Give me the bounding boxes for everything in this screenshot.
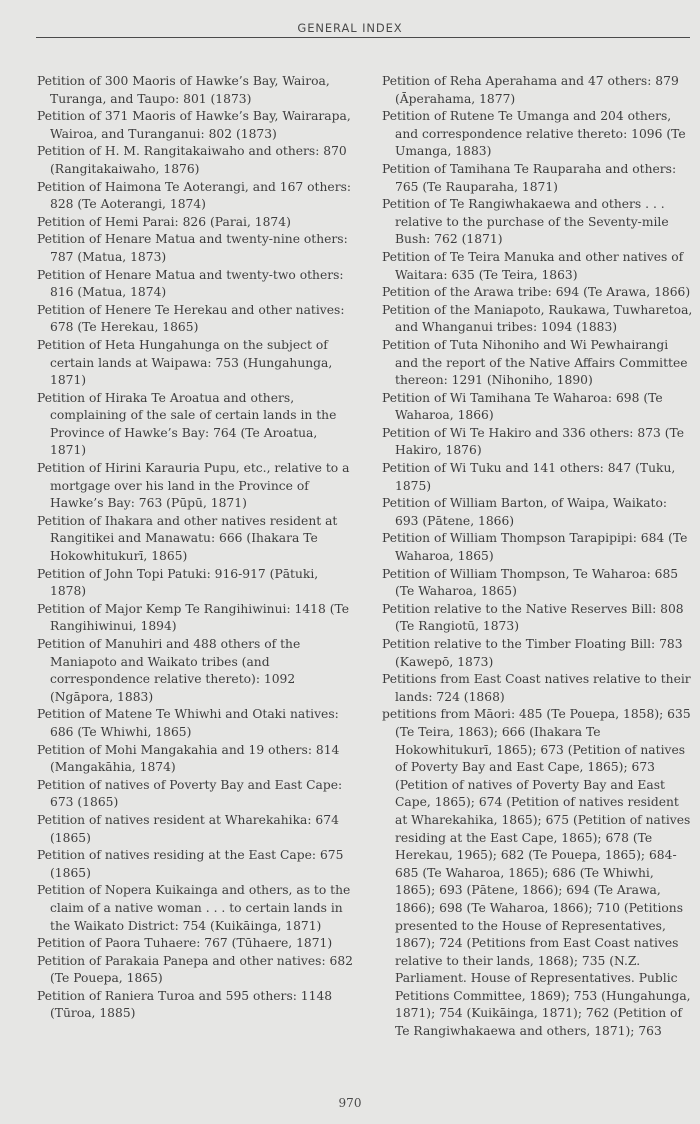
index-entry: Petition of Heta Hungahunga on the subject of certain lands at Waipawa: 753 (Hungahunga, 1871) xyxy=(37,337,333,388)
index-entry: Petition of Hirini Karauria Pupu, etc., relative to a mortgage over his land in the Province of Hawke’s Bay: 763 (Pūpū, 1871) xyxy=(37,461,350,511)
header-rule xyxy=(36,37,690,38)
index-entry: Petition relative to the Native Reserves Bill: 808 (Te Rangiotū, 1873) xyxy=(382,601,684,634)
index-entry: Petition of Te Teira Manuka and other natives of Waitara: 635 (Te Teira, 1863) xyxy=(382,249,684,282)
index-entry: Petition relative to the Timber Floating Bill: 783 (Kawepō, 1873) xyxy=(382,637,683,669)
index-entry: Petition of Paora Tuhaere: 767 (Tūhaere, 1871) xyxy=(37,936,333,951)
index-entry: Petition of Nopera Kuikainga and others, as to the claim of a native woman . . . to certain lands in the Waikato District: 754 (Kuikāinga, 1871) xyxy=(37,883,351,933)
index-entry: petitions from Māori: 485 (Te Pouepa, 1858); 635 (Te Teira, 1863); 666 (Ihakara Te Hokowhitukurī, 1865); 673 (Petition of natives of Poverty Bay and East Cape, 1865); 673 (Petition of natives of Poverty Bay and East Cape, 1865); 674 (Petition of natives resident at Wharekahika, 1865); 675 (Petition of natives residing at the East Cape, 1865); 678 (Te Herekau, 1965); 682 (Te Pouepa, 1865); 684-685 (Te Waharoa, 1865); 686 (Te Whiwhi, 1865); 693 (Pātene, 1866); 694 (Te Arawa, 1866); 698 (Te Waharoa, 1866); 710 (Petitions presented to the House of Representatives, 1867); 724 (Petitions from East Coast natives relative to their lands, 1868); 735 (N.Z. Parliament. House of Representatives. Public Petitions Committee, 1869); 753 (Hungahunga, 1871); 754 (Kuikāinga, 1871); 762 (Petition of Te Rangiwhakaewa and others, 1871); 763 xyxy=(382,707,691,1039)
index-entry: Petition of natives residing at the East Cape: 675 (1865) xyxy=(37,848,344,880)
index-column-left xyxy=(37,73,357,1023)
index-entry: Petition of Wi Tuku and 141 others: 847 (Tuku, 1875) xyxy=(382,461,676,493)
index-column-right xyxy=(382,73,694,1041)
index-entry: Petition of Tuta Nihoniho and Wi Pewhairangi and the report of the Native Affairs Committee thereon: 1291 (Nihoniho, 1890) xyxy=(382,337,688,388)
index-entry: Petition of natives resident at Wharekahika: 674 (1865) xyxy=(37,812,339,845)
page-number: 970 xyxy=(338,1096,362,1110)
index-entry: Petition of Wi Te Hakiro and 336 others: 873 (Te Hakiro, 1876) xyxy=(382,425,685,458)
index-entry: Petition of Parakaia Panepa and other natives: 682 (Te Pouepa, 1865) xyxy=(37,953,353,986)
index-entry: Petition of Major Kemp Te Rangihiwinui: 1418 (Te Rangihiwinui, 1894) xyxy=(37,601,350,634)
index-entry: Petition of 371 Maoris of Hawke’s Bay, Wairarapa, Wairoa, and Turanganui: 802 (1873) xyxy=(37,109,351,141)
index-entry: Petition of Tamihana Te Rauparaha and others: 765 (Te Rauparaha, 1871) xyxy=(382,161,677,194)
index-entry: Petition of Reha Aperahama and 47 others: 879 (Āperahama, 1877) xyxy=(382,74,679,106)
index-entry: Petition of William Barton, of Waipa, Waikato: 693 (Pātene, 1866) xyxy=(382,496,668,528)
index-entry: Petition of William Thompson Tarapipipi: 684 (Te Waharoa, 1865) xyxy=(382,531,688,564)
index-entry: Petition of the Arawa tribe: 694 (Te Arawa, 1866) xyxy=(382,285,691,300)
index-entry: Petition of Hemi Parai: 826 (Parai, 1874) xyxy=(37,214,291,229)
index-entry: Petition of natives of Poverty Bay and East Cape: 673 (1865) xyxy=(37,777,343,810)
index-entry: Petition of Haimona Te Aoterangi, and 167 others: 828 (Te Aoterangi, 1874) xyxy=(37,179,352,212)
running-head: GENERAL INDEX xyxy=(297,21,403,35)
index-entry: Petition of Matene Te Whiwhi and Otaki natives: 686 (Te Whiwhi, 1865) xyxy=(37,707,339,739)
index-entry: Petition of John Topi Patuki: 916-917 (Pātuki, 1878) xyxy=(37,566,319,599)
index-entry: Petition of Rutene Te Umanga and 204 others, and correspondence relative thereto: 1096 (Te Umanga, 1883) xyxy=(382,109,686,159)
index-entry: Petition of William Thompson, Te Waharoa: 685 (Te Waharoa, 1865) xyxy=(382,566,679,599)
index-entry: Petition of Henare Matua and twenty-two others: 816 (Matua, 1874) xyxy=(37,267,344,300)
index-entry: Petition of Te Rangiwhakaewa and others . . . relative to the purchase of the Seventy-mile Bush: 762 (1871) xyxy=(382,197,669,247)
index-entry: Petition of H. M. Rangitakaiwaho and others: 870 (Rangitakaiwaho, 1876) xyxy=(37,144,347,176)
index-entry: Petition of Hiraka Te Aroatua and others, complaining of the sale of certain lands in the Province of Hawke’s Bay: 764 (Te Aroatua, 1871) xyxy=(37,390,337,458)
index-entry: Petitions from East Coast natives relative to their lands: 724 (1868) xyxy=(382,672,691,704)
index-entry: Petition of the Maniapoto, Raukawa, Tuwharetoa, and Whanganui tribes: 1094 (1883) xyxy=(382,302,693,335)
index-entry: Petition of Raniera Turoa and 595 others: 1148 (Tūroa, 1885) xyxy=(37,988,333,1021)
index-entry: Petition of Ihakara and other natives resident at Rangitikei and Manawatu: 666 (Ihakara Te Hokowhitukurī, 1865) xyxy=(37,513,338,564)
index-entry: Petition of Wi Tamihana Te Waharoa: 698 (Te Waharoa, 1866) xyxy=(382,390,663,423)
index-entry: Petition of Mohi Mangakahia and 19 others: 814 (Mangakāhia, 1874) xyxy=(37,742,340,775)
index-entry: Petition of Manuhiri and 488 others of the Maniapoto and Waikato tribes (and correspondence relative thereto): 1092 (Ngāpora, 1883) xyxy=(37,637,301,704)
index-entry: Petition of 300 Maoris of Hawke’s Bay, Wairoa, Turanga, and Taupo: 801 (1873) xyxy=(37,74,330,106)
index-entry: Petition of Henare Matua and twenty-nine others: 787 (Matua, 1873) xyxy=(37,232,348,264)
index-entry: Petition of Henere Te Herekau and other natives: 678 (Te Herekau, 1865) xyxy=(37,302,345,335)
